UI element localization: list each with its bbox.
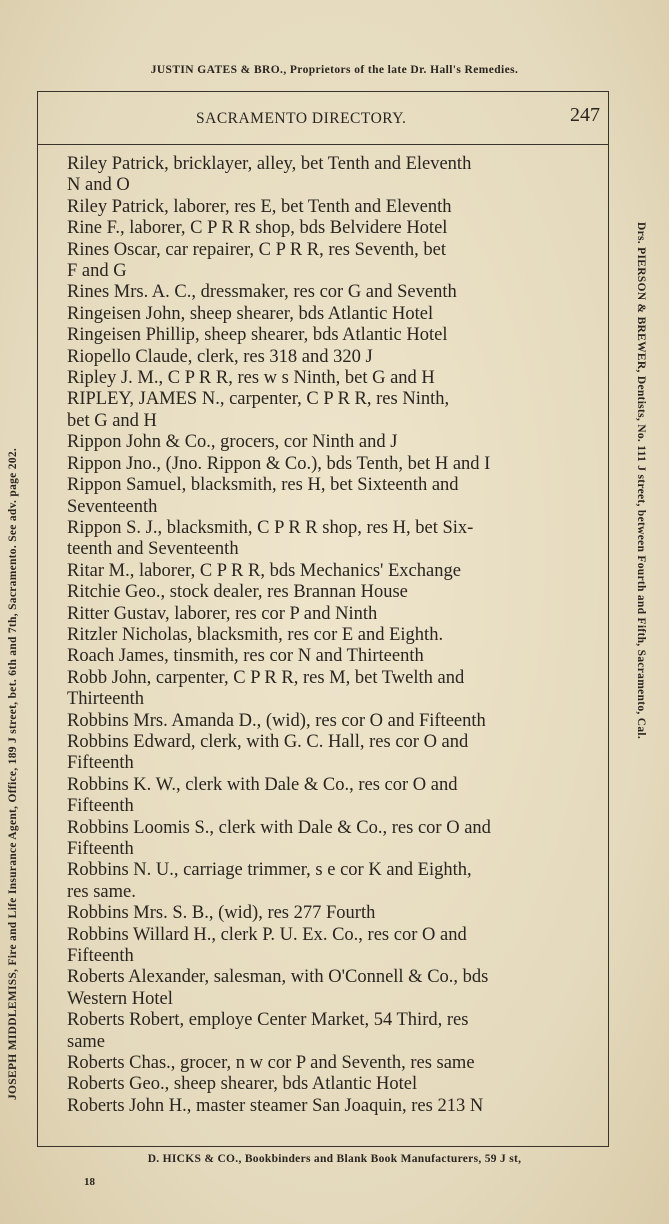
entry-text: RIPLEY, JAMES N., carpenter, C P R R, res Ninth, (67, 389, 450, 410)
entry-text: Robbins Mrs. S. B., (wid), res 277 Fourth (67, 903, 376, 924)
directory-entry (67, 860, 592, 903)
entry-text: Roberts Chas., grocer, n w cor P and Seventh, res same (67, 1053, 475, 1074)
entry-continuation: res same. (67, 881, 136, 902)
directory-entry (67, 925, 592, 968)
entry-text: Roach James, tinsmith, res cor N and Thirteenth (67, 646, 424, 667)
directory-entry (67, 775, 592, 818)
directory-entry (67, 282, 592, 303)
directory-entry (67, 347, 592, 368)
entry-continuation: Western Hotel (67, 988, 173, 1009)
entry-text: Ritzler Nicholas, blacksmith, res cor E and Eighth. (67, 624, 444, 645)
entry-text: Robbins Edward, clerk, with G. C. Hall, res cor O and (67, 731, 469, 752)
page-number: 247 (570, 104, 600, 126)
directory-entry (67, 218, 592, 239)
entry-text: Riley Patrick, laborer, res E, bet Tenth and Eleventh (67, 196, 452, 217)
directory-entry (67, 711, 592, 732)
entry-text: Roberts Robert, employe Center Market, 54 Third, res (67, 1010, 469, 1031)
entry-continuation: bet G and H (67, 410, 157, 431)
directory-entry (67, 368, 592, 389)
directory-entry (67, 561, 592, 582)
entry-text: Riopello Claude, clerk, res 318 and 320 J (67, 346, 373, 367)
entry-continuation: teenth and Seventeenth (67, 539, 239, 560)
header-rule (37, 144, 609, 145)
entry-continuation: same (67, 1031, 106, 1052)
entry-text: Rippon Jno., (Jno. Rippon & Co.), bds Tenth, bet H and I (67, 453, 491, 474)
top-advertisement: JUSTIN GATES & BRO., Proprietors of the late Dr. Hall's Remedies. (150, 64, 519, 76)
directory-entry (67, 967, 592, 1010)
entry-continuation: Fifteenth (67, 753, 134, 774)
directory-entry (67, 625, 592, 646)
entry-text: Robbins Loomis S., clerk with Dale & Co., res cor O and (67, 817, 491, 838)
entry-continuation: N and O (67, 175, 130, 196)
directory-entry (67, 389, 592, 432)
directory-entry (67, 432, 592, 453)
bottom-advertisement: D. HICKS & CO., Bookbinders and Blank Book Manufacturers, 59 J st, (147, 1153, 522, 1165)
directory-entry (67, 154, 592, 197)
directory-entry (67, 240, 592, 283)
entry-text: Ritchie Geo., stock dealer, res Brannan House (67, 582, 408, 603)
entry-text: Rippon S. J., blacksmith, C P R R shop, res H, bet Six- (67, 517, 474, 538)
entry-continuation: F and G (67, 261, 127, 282)
entry-text: Rine F., laborer, C P R R shop, bds Belvidere Hotel (67, 218, 448, 239)
entry-text: Roberts Alexander, salesman, with O'Connell & Co., bds (67, 967, 489, 988)
entry-continuation: Fifteenth (67, 839, 134, 859)
entry-text: Rines Mrs. A. C., dressmaker, res cor G and Seventh (67, 282, 457, 303)
directory-entry (67, 732, 592, 775)
directory-entry (67, 646, 592, 667)
entry-text: Ringeisen John, sheep shearer, bds Atlantic Hotel (67, 303, 434, 324)
directory-entry (67, 582, 592, 603)
directory-entry (67, 1010, 592, 1053)
entry-continuation: Thirteenth (67, 689, 145, 710)
entry-text: Ritter Gustav, laborer, res cor P and Ninth (67, 603, 378, 624)
entry-text: Rippon John & Co., grocers, cor Ninth and J (67, 432, 398, 453)
directory-entry (67, 454, 592, 475)
entry-text: Robbins N. U., carriage trimmer, s e cor K and Eighth, (67, 860, 472, 881)
left-margin-advertisement: JOSEPH MIDDLEMISS, Fire and Life Insurance Agent, Office, 189 J street, bet. 6th and 7th, Sacramento. See adv. page 202. (7, 447, 19, 1100)
directory-entry (67, 197, 592, 218)
entry-text: Rines Oscar, car repairer, C P R R, res Seventh, bet (67, 239, 447, 260)
directory-entry (67, 668, 592, 711)
entry-continuation: Fifteenth (67, 946, 134, 967)
directory-entry (67, 518, 592, 561)
directory-entry (67, 1053, 592, 1074)
directory-entry (67, 304, 592, 325)
entry-text: Robbins Willard H., clerk P. U. Ex. Co., res cor O and (67, 924, 467, 945)
entry-continuation: Fifteenth (67, 796, 134, 817)
entry-text: Roberts John H., master steamer San Joaquin, res 213 N (67, 1095, 484, 1116)
entry-continuation: Seventeenth (67, 496, 158, 517)
entry-text: Ritar M., laborer, C P R R, bds Mechanics' Exchange (67, 560, 461, 581)
directory-entry (67, 475, 592, 518)
entry-text: Ripley J. M., C P R R, res w s Ninth, bet G and H (67, 368, 435, 389)
entry-text: Riley Patrick, bricklayer, alley, bet Tenth and Eleventh (67, 154, 472, 174)
entry-text: Robbins Mrs. Amanda D., (wid), res cor O and Fifteenth (67, 710, 486, 731)
running-title: SACRAMENTO DIRECTORY. (196, 110, 407, 127)
entry-text: Rippon Samuel, blacksmith, res H, bet Sixteenth and (67, 475, 459, 496)
entry-text: Robbins K. W., clerk with Dale & Co., res cor O and (67, 774, 458, 795)
directory-entry (67, 1096, 592, 1117)
entry-text: Roberts Geo., sheep shearer, bds Atlantic Hotel (67, 1074, 418, 1095)
directory-entry (67, 903, 592, 924)
signature-mark: 18 (84, 1176, 95, 1188)
directory-entry (67, 604, 592, 625)
entry-text: Ringeisen Phillip, sheep shearer, bds Atlantic Hotel (67, 325, 448, 346)
directory-entries (67, 154, 592, 1117)
directory-entry (67, 818, 592, 861)
directory-entry (67, 1074, 592, 1095)
right-margin-advertisement: Drs. PIERSON & BREWER, Dentists, No. 111 J street, between Fourth and Fifth, Sacramento, Cal. (635, 222, 647, 740)
entry-text: Robb John, carpenter, C P R R, res M, bet Twelth and (67, 667, 465, 688)
directory-entry (67, 325, 592, 346)
